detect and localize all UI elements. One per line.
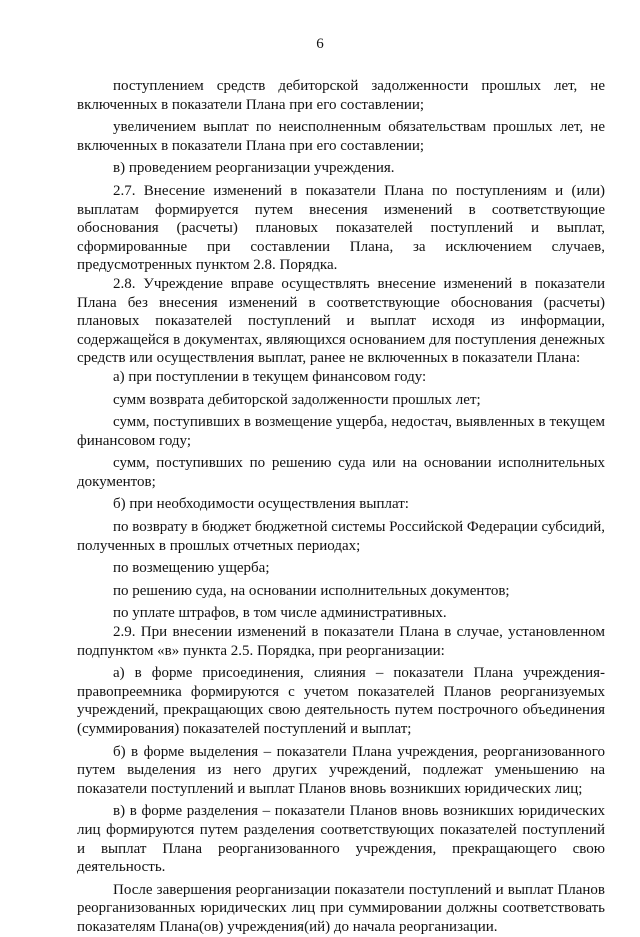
paragraph: поступлением средств дебиторской задолженности прошлых лет, не включенных в показатели Плана при его составлении;: [77, 78, 605, 113]
paragraph: а) при поступлении в текущем финансовом году:: [113, 368, 427, 385]
paragraph: в) проведением реорганизации учреждения.: [113, 160, 395, 177]
paragraph: сумм, поступивших по решению суда или на основании исполнительных документов;: [77, 455, 605, 490]
paragraph: 2.7. Внесение изменений в показатели Плана по поступлениям и (или) выплатам формируется путем внесения изменений в соответствующие обоснования (расчеты) плановых показателей поступлений и выплат, сформированные при составлении Плана, за исключением случаев, предусмотренных пунктом 2.8. Порядка.: [77, 182, 605, 274]
paragraph: б) в форме выделения – показатели Плана учреждения, реорганизованного путем выделения из него других учреждений, подлежат уменьшению на показатели поступлений и выплат Планов вновь возникших юридических лиц;: [77, 743, 605, 797]
paragraph: по возврату в бюджет бюджетной системы Российской Федерации субсидий, полученных в прошлых отчетных периодах;: [77, 519, 605, 554]
paragraph: по решению суда, на основании исполнительных документов;: [113, 582, 510, 599]
paragraph: по уплате штрафов, в том числе административных.: [113, 605, 447, 622]
paragraph: а) в форме присоединения, слияния – показатели Плана учреждения-правопреемника формируются с учетом показателей Планов реорганизуемых учреждений, прекращающих свою деятельность путем построчного объединения (суммирования) показателей поступлений и выплат;: [77, 665, 605, 737]
paragraph: в) в форме разделения – показатели Планов вновь возникших юридических лиц формируются путем разделения соответствующих показателей поступлений и выплат Плана реорганизованного учреждения, прекращающего свою деятельность.: [77, 803, 605, 876]
document-body: [77, 77, 605, 937]
paragraph: б) при необходимости осуществления выплат:: [113, 496, 409, 513]
paragraph: 2.8. Учреждение вправе осуществлять внесение изменений в показатели Плана без внесения изменений в соответствующие обоснования (расчеты) плановых показателей поступлений и выплат исходя из информации, содержащейся в документах, являющихся основанием для поступления денежных средств или осуществления выплат, ранее не включенных в показатели Плана:: [77, 275, 605, 367]
paragraph: по возмещению ущерба;: [113, 560, 270, 577]
paragraph: После завершения реорганизации показатели поступлений и выплат Планов реорганизованных юридических лиц при суммировании должны соответствовать показателям Плана(ов) учреждения(ий) до начала реорганизации.: [77, 881, 605, 935]
paragraph: 2.9. При внесении изменений в показатели Плана в случае, установленном подпунктом «в» пункта 2.5. Порядка, при реорганизации:: [77, 624, 605, 659]
paragraph: сумм возврата дебиторской задолженности прошлых лет;: [113, 391, 481, 408]
paragraph: увеличением выплат по неисполненным обязательствам прошлых лет, не включенных в показатели Плана при его составлении;: [77, 119, 605, 154]
page-number: 6: [316, 36, 324, 52]
paragraph: сумм, поступивших в возмещение ущерба, недостач, выявленных в текущем финансовом году;: [77, 414, 605, 449]
